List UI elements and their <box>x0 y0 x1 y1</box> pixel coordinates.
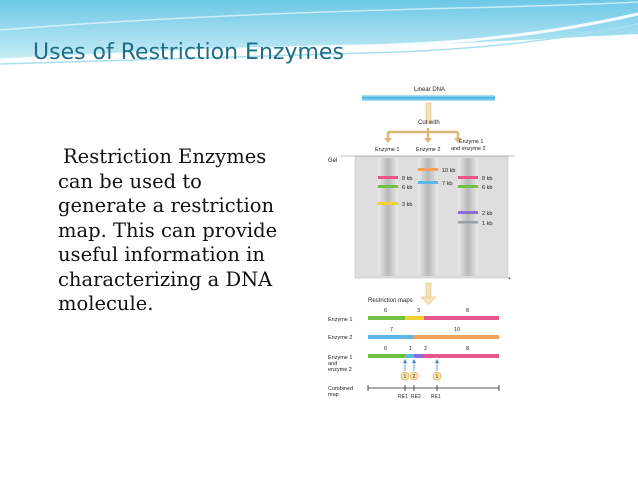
band-lane1-8kb <box>378 176 398 179</box>
map-label-enzyme2: Enzyme 2 <box>328 335 353 341</box>
band-lane1-3kb <box>378 202 398 205</box>
band-label: 1 kb <box>482 221 493 227</box>
body-line: Restriction Enzymes <box>63 145 267 168</box>
cut-with-label: Cut with <box>418 120 440 126</box>
map-seg-label: 3 <box>417 308 421 314</box>
lane-label-enzyme1: Enzyme 1 <box>375 147 400 153</box>
band-label: 3 kb <box>402 202 413 208</box>
body-line: characterizing a DNA <box>58 267 273 291</box>
restriction-maps-label: Restriction maps <box>368 298 413 304</box>
map-seg-label: 2 <box>424 346 428 352</box>
slide-title: Uses of Restriction Enzymes <box>33 40 344 65</box>
body-text <box>58 145 298 317</box>
map-seg-label: 6 <box>384 308 388 314</box>
linear-dna-bar <box>362 95 495 101</box>
body-line: useful information in <box>58 243 265 266</box>
band-label: 8 kb <box>402 176 413 182</box>
combined-site-label: RE1 <box>431 394 441 400</box>
map-label-enzyme12: enzyme 2 <box>328 367 352 373</box>
maps-arrowhead <box>421 297 436 305</box>
site-arrows <box>405 361 437 371</box>
combined-map-label: Combined <box>328 386 354 392</box>
map-seg-label: 8 <box>466 308 470 314</box>
restriction-map-figure <box>320 80 525 410</box>
band-lane3-1kb <box>458 221 478 224</box>
band-label: 2 kb <box>482 211 493 217</box>
map-seg-label: 7 <box>390 327 394 333</box>
site-circle-label: 1 <box>435 374 439 380</box>
band-label: 6 kb <box>482 185 493 191</box>
map1-yellow <box>405 316 424 320</box>
combined-site-label: RE2 <box>411 394 421 400</box>
body-line: generate a restriction <box>58 194 275 217</box>
gel-plus-sign: + <box>508 276 511 282</box>
site-circle-label: 1 <box>403 374 407 380</box>
band-lane2-10kb <box>418 168 438 171</box>
band-label: 10 kb <box>442 168 456 174</box>
gel-lane-1 <box>378 158 398 276</box>
lane-label-enzyme2: Enzyme 2 <box>416 147 441 153</box>
map-seg-label: 8 <box>466 346 470 352</box>
map3-green <box>368 354 405 358</box>
split-arrows <box>388 128 458 140</box>
map-seg-label: 6 <box>384 346 388 352</box>
map-seg-label: 1 <box>409 346 413 352</box>
map2-blue <box>368 335 414 339</box>
band-label: 8 kb <box>482 176 493 182</box>
maps-arrow-stem <box>426 283 431 299</box>
gel-lane-2 <box>418 158 438 276</box>
lane-label-enzyme12-a: Enzyme 1 <box>459 139 484 145</box>
map1-green <box>368 316 405 320</box>
band-label: 6 kb <box>402 185 413 191</box>
body-line: map. This can provide <box>58 218 278 242</box>
band-lane3-6kb <box>458 185 478 188</box>
body-line: can be used to <box>58 169 202 193</box>
map-label-enzyme1: Enzyme 1 <box>328 317 353 323</box>
body-line: molecule. <box>58 292 154 315</box>
linear-dna-label: Linear DNA <box>414 87 446 93</box>
lane-label-enzyme12-b: and enzyme 2 <box>451 146 486 152</box>
band-lane2-7kb <box>418 181 438 184</box>
site-arrowheads <box>403 359 439 363</box>
band-lane3-2kb <box>458 211 478 214</box>
gel-lane-3 <box>458 158 478 276</box>
band-lane1-6kb <box>378 185 398 188</box>
band-label: 7 kb <box>442 181 453 187</box>
gel-label: Gel <box>328 158 338 164</box>
map1-pink <box>424 316 499 320</box>
map-label-enzyme12: and <box>328 361 338 367</box>
map2-orange <box>414 335 499 339</box>
band-lane3-8kb <box>458 176 478 179</box>
map-label-enzyme12: Enzyme 1 <box>328 355 353 361</box>
arrowheads <box>384 138 462 143</box>
combined-map-label: map <box>328 392 339 398</box>
combined-site-label: RE1 <box>398 394 408 400</box>
map3-blue <box>405 354 414 358</box>
site-circle-label: 2 <box>412 374 416 380</box>
map3-pink <box>424 354 499 358</box>
map-seg-label: 10 <box>454 327 461 333</box>
map3-purple <box>414 354 424 358</box>
